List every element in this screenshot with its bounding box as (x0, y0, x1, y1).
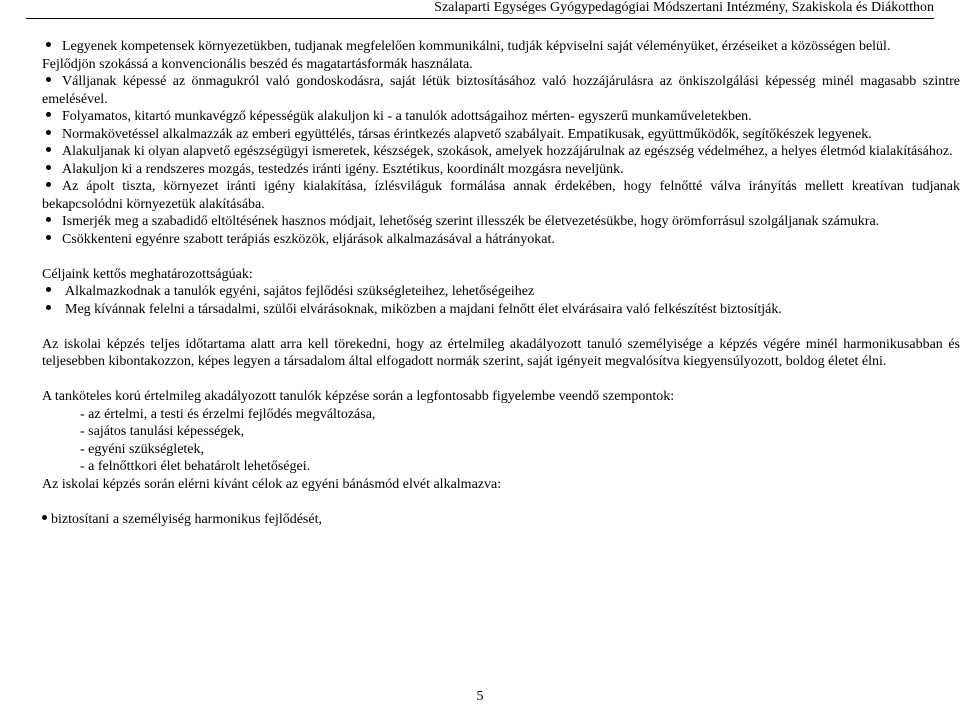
bullet-list-1 (42, 38, 960, 56)
list-item: Folyamatos, kitartó munkavégző képességük alakuljon ki - a tanulók adottságaihoz mérten- egyszerű munkaműveletekben. (42, 108, 960, 126)
paragraph: Az iskolai képzés során elérni kívánt célok az egyéni bánásmód elvét alkalmazva: (42, 476, 502, 492)
dash-item: - a felnőttkori élet behatárolt lehetőségei. (80, 459, 311, 474)
list-item: biztosítani a személyiség harmonikus fejlődését, (42, 511, 960, 529)
page-header: Szalaparti Egységes Gyógypedagógiai Módszertani Intézmény, Szakiskola és Diákotthon (26, 0, 934, 19)
spacer (42, 318, 960, 336)
bullet-icon (46, 235, 51, 240)
paragraph: A tanköteles korú értelmileg akadályozott tanulók képzése során a legfontosabb figyelembe veendő szempontok: (42, 389, 675, 404)
bullet-icon (46, 305, 51, 310)
bullet-icon (46, 42, 51, 47)
bullet-icon (46, 77, 51, 82)
list-item: Alkalmazkodnak a tanulók egyéni, sajátos fejlődési szükségleteihez, lehetőségeihez (42, 283, 960, 301)
dash-item: - egyéni szükségletek, (80, 441, 205, 457)
list-item: Meg kívánnak felelni a társadalmi, szülői elvárásoknak, miközben a majdani felnőtt élet elvárásaira való felkészítést biztosítják. (42, 301, 960, 319)
list-item: Alakuljanak ki olyan alapvető egészségügyi ismeretek, készségek, szokások, amelyek hozzájárulnak az egészség védelméhez, a helyes életmód kialakításához. (42, 143, 960, 161)
bullet-icon (42, 515, 47, 520)
bullet-list-3 (42, 511, 960, 529)
plain-line: Fejlődjön szokássá a konvencionális beszéd és magatartásformák használata. (42, 56, 473, 72)
bullet-icon (46, 165, 51, 170)
bullet-list-2 (42, 73, 960, 248)
list-item: Legyenek kompetensek környezetükben, tudjanak megfelelően kommunikálni, tudják képviselni saját véleményüket, érzéseiket a közösségen belül. (42, 38, 960, 56)
list-item: Normakövetéssel alkalmazzák az emberi együttélés, társas érintkezés alapvető szabályait. Empatikusak, együttműködők, segítőkészek legyenek. (42, 126, 960, 144)
spacer (42, 493, 960, 511)
page-number: 5 (476, 689, 484, 704)
bullet-icon (46, 130, 51, 135)
list-item: Ismerjék meg a szabadidő eltöltésének hasznos módjait, lehetőség szerint illesszék be életvezetésükbe, hogy örömforrásul szolgáljanak számukra. (42, 213, 960, 231)
bullet-icon (46, 182, 51, 187)
dash-item: - sajátos tanulási képességek, (80, 424, 245, 439)
bullet-icon (46, 217, 51, 222)
spacer (42, 248, 960, 266)
bullet-icon (46, 147, 51, 152)
bullet-icon (46, 287, 51, 292)
list-item: Az ápolt tiszta, környezet iránti igény kialakítása, ízlésviláguk formálása annak érdekében, hogy felnőtté válva irányítás mellett kreatívan tudjanak bekapcsolódni környezetük alakításába. (42, 179, 960, 212)
goals-heading: Céljaink kettős meghatározottságúak: (42, 266, 253, 282)
dash-item: - az értelmi, a testi és érzelmi fejlődés megváltozása, (80, 406, 376, 422)
list-item: Csökkenteni egyénre szabott terápiás eszközök, eljárások alkalmazásával a hátrányokat. (42, 231, 960, 249)
goals-list (42, 283, 960, 318)
list-item: Válljanak képessé az önmagukról való gondoskodásra, saját létük biztosításához való hozzájárulásra az önkiszolgálási képesség minél magasabb szintre emelésével. (42, 74, 960, 107)
page-content (42, 38, 960, 528)
list-item: Alakuljon ki a rendszeres mozgás, testedzés iránti igény. Esztétikus, koordinált mozgásra neveljünk. (42, 161, 960, 179)
bullet-icon (46, 112, 51, 117)
paragraph: Az iskolai képzés teljes időtartama alatt arra kell törekedni, hogy az értelmileg akadályozott tanuló személyisége a képzés végére minél harmonikusabban és teljesebben kibontakozzon, képes legyen a társadalom által elfogadott normák szerint, saját igényeit megvalósítva kiegyensúlyozott, boldog életet élni. (42, 336, 960, 369)
spacer (42, 371, 960, 389)
